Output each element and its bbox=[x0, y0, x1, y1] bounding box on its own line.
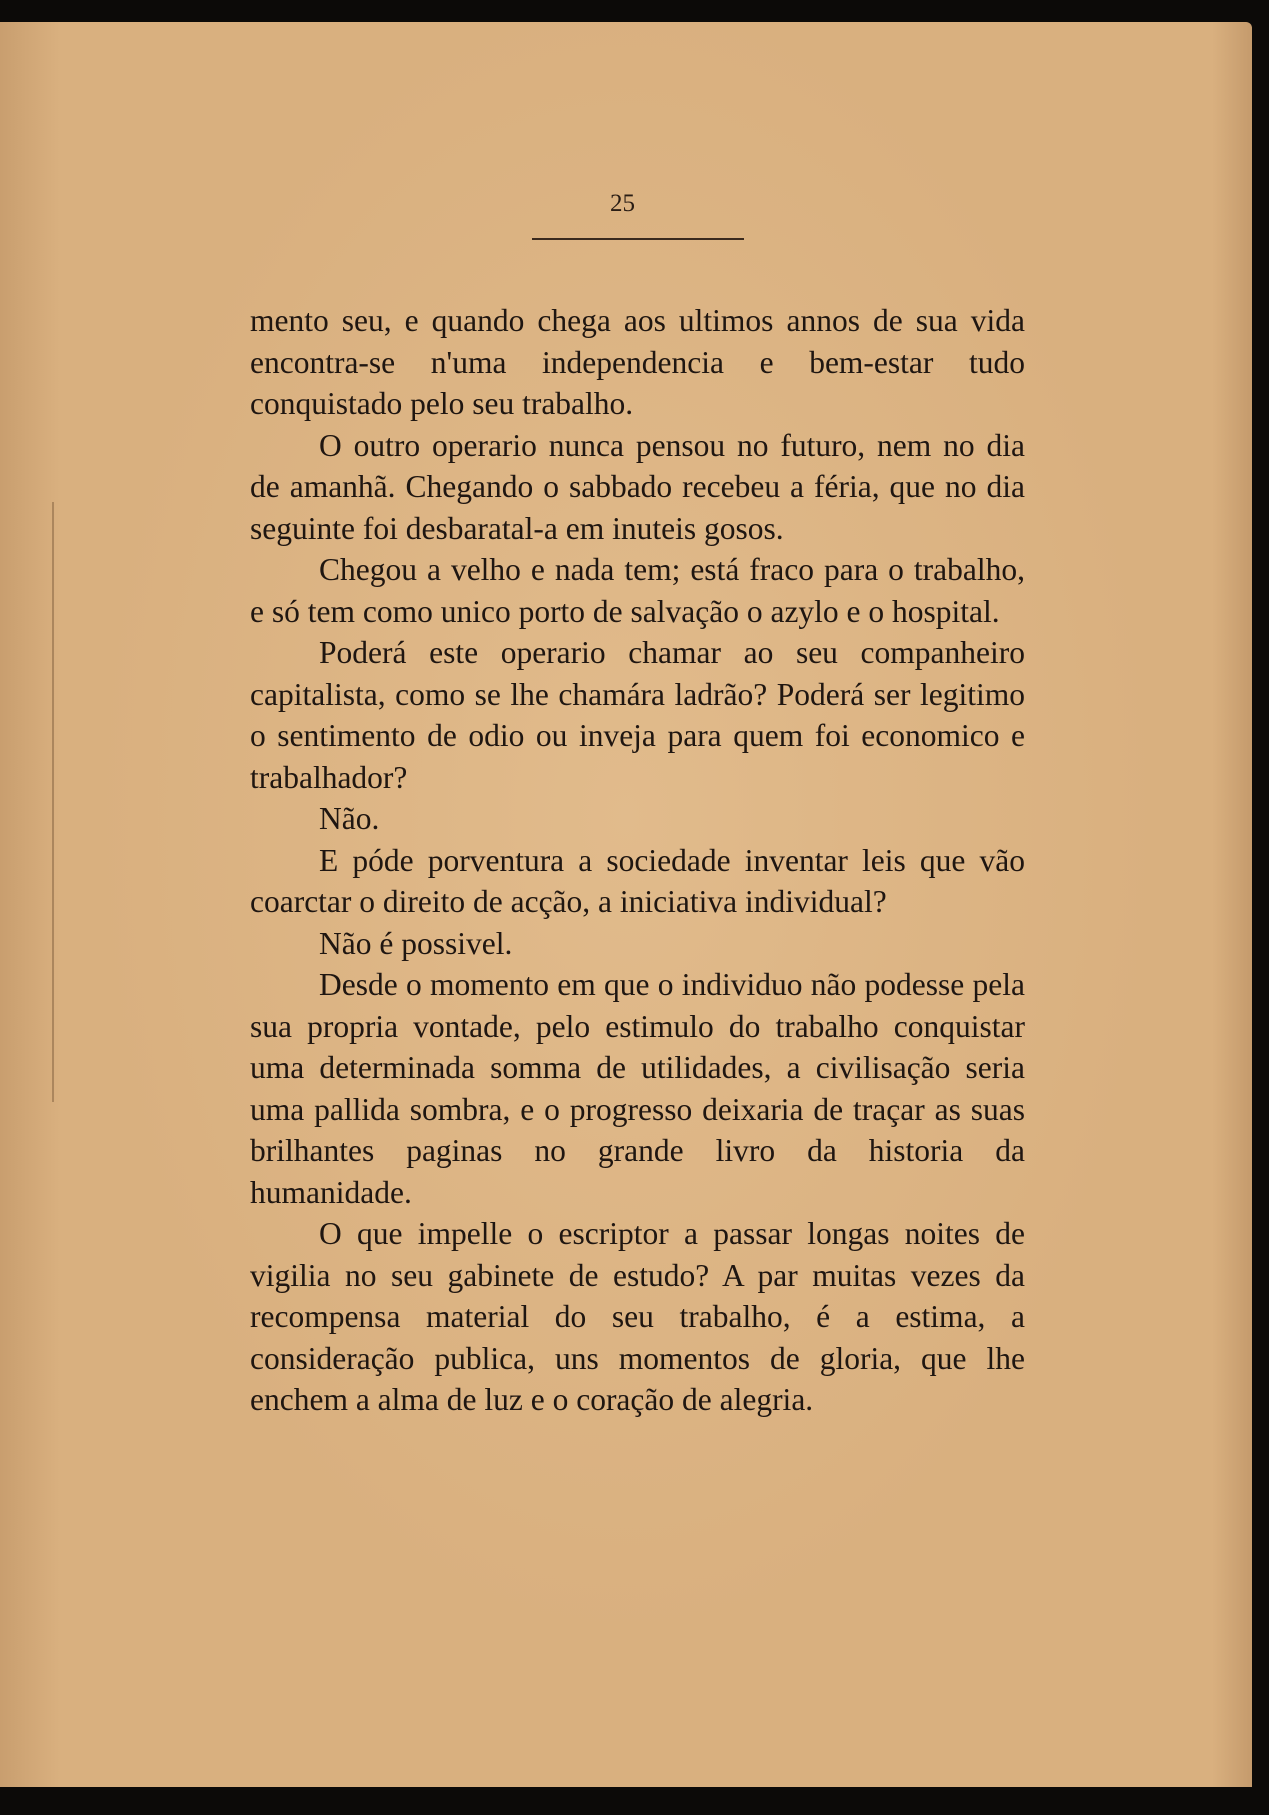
paragraph: E póde porventura a sociedade inventar leis que vão coarctar o direito de acção, a iniciativa individual? bbox=[250, 842, 1025, 919]
binding-gutter bbox=[52, 502, 60, 1102]
paragraph: O que impelle o escriptor a passar longas noites de vigilia no seu gabinete de estudo? A par muitas vezes da recompensa material do seu trabalho, é a estima, a consideração publica, uns momentos de gloria, que lhe enchem a alma de luz e o coração de alegria. bbox=[250, 1216, 1025, 1417]
paragraph: O outro operario nunca pensou no futuro, nem no dia de amanhã. Chegando o sabbado recebeu a féria, que no dia seguinte foi desbaratal-a em inuteis gosos. bbox=[250, 427, 1025, 546]
paragraph: mento seu, e quando chega aos ultimos annos de sua vida encontra-se n'uma independencia e bem-estar tudo conquistado pelo seu trabalho. bbox=[250, 303, 1025, 421]
paragraph: Poderá este operario chamar ao seu companheiro capitalista, como se lhe chamára ladrão? Poderá ser legitimo o sentimento de odio ou inveja para quem foi economico e trabalhador? bbox=[250, 635, 1025, 795]
header-rule bbox=[532, 238, 744, 240]
body-text bbox=[250, 300, 1025, 1421]
paragraph: Desde o momento em que o individuo não podesse pela sua propria vontade, pelo estimulo do trabalho conquistar uma determinada somma de utilidades, a civilisação seria uma pallida sombra, e o progresso deixaria de traçar as suas brilhantes paginas no grande livro da historia da humanidade. bbox=[250, 967, 1025, 1210]
paragraph: Não é possivel. bbox=[319, 925, 513, 961]
paragraph: Chegou a velho e nada tem; está fraco para o trabalho, e só tem como unico porto de salvação o azylo e o hospital. bbox=[250, 552, 1025, 629]
paragraph: Não. bbox=[319, 801, 380, 836]
page-number: 25 bbox=[610, 190, 635, 217]
